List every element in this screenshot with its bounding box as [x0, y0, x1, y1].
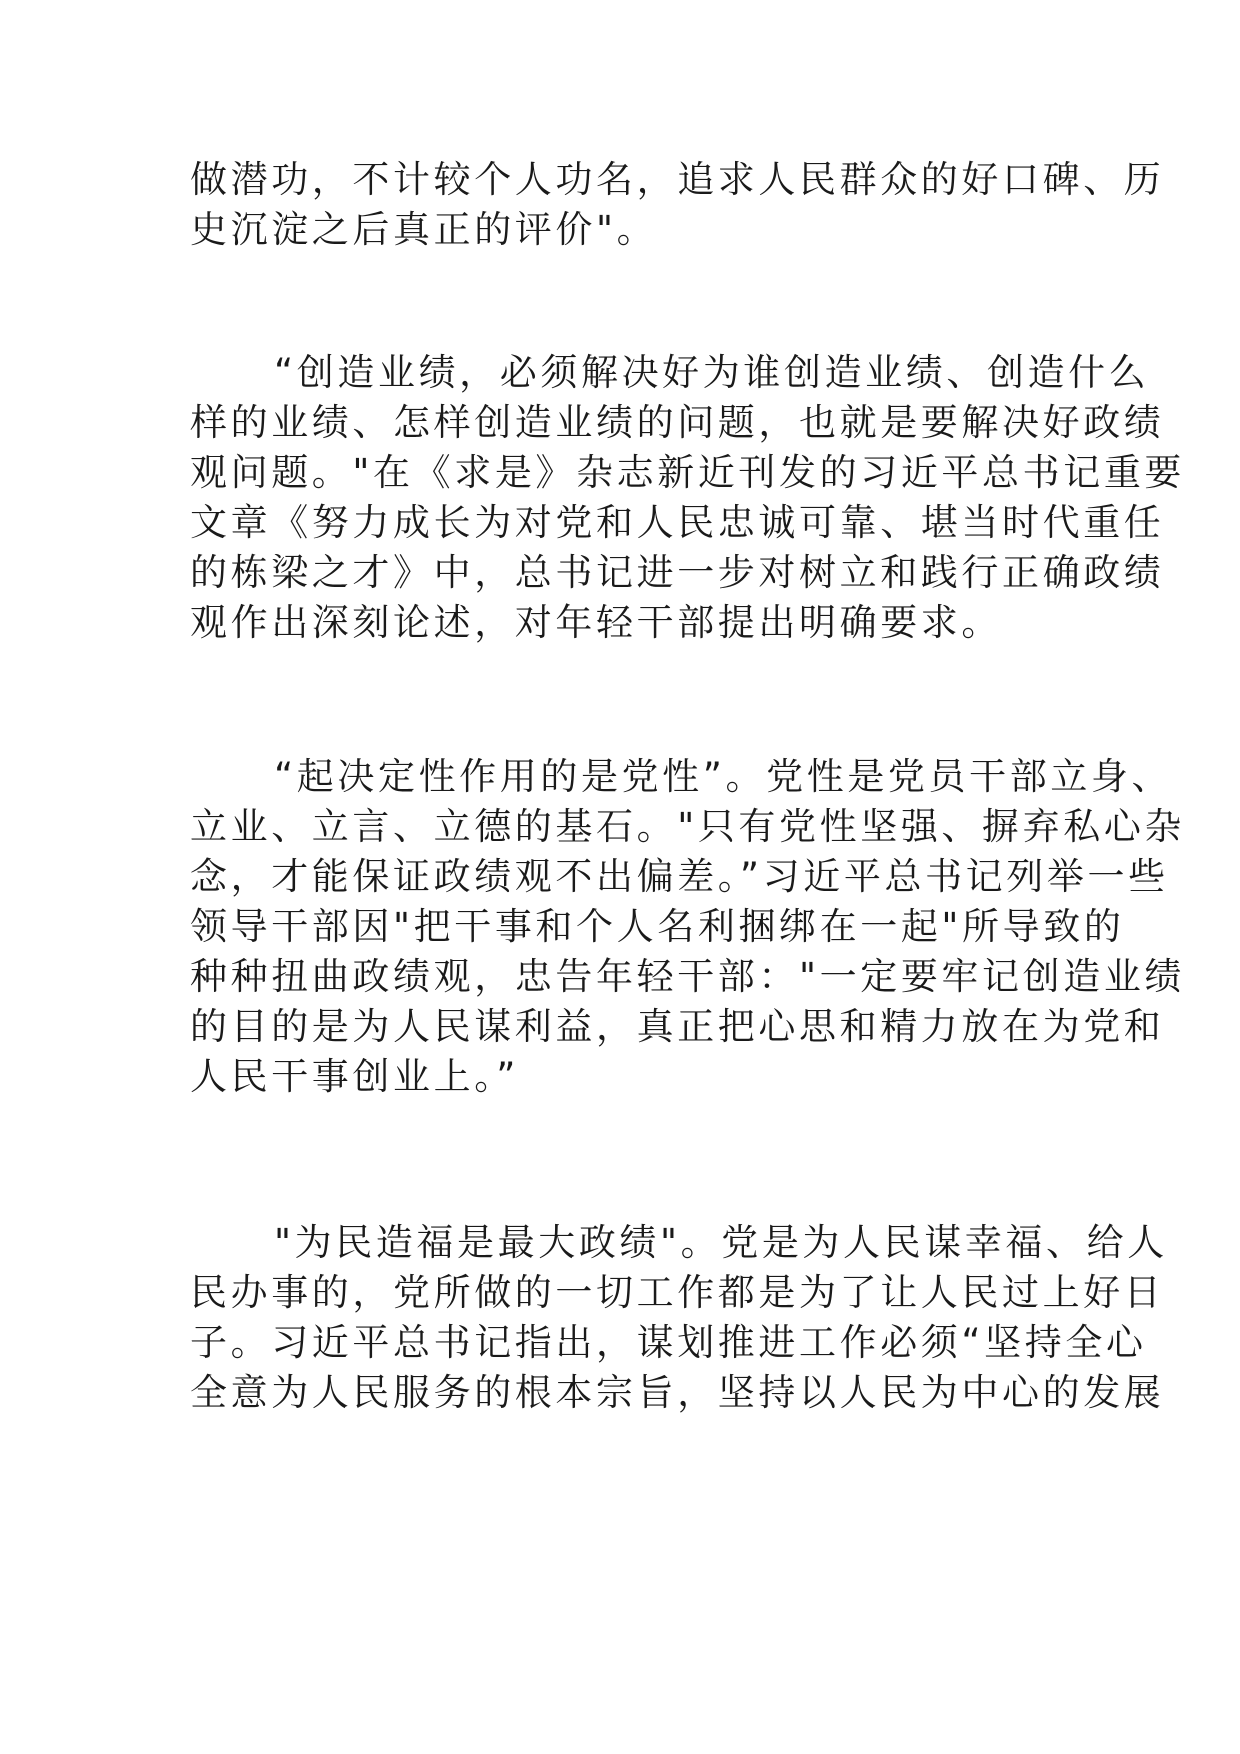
paragraph	[190, 752, 1186, 1102]
paragraph-line: 文章《努力成长为对党和人民忠诚可靠、堪当时代重任	[190, 501, 1165, 544]
paragraph-line: 全意为人民服务的根本宗旨，坚持以人民为中心的发展	[190, 1371, 1165, 1414]
paragraph-line: 领导干部因"把干事和个人名利捆绑在一起"所导致的	[190, 905, 1125, 948]
paragraph-line: 做潜功，不计较个人功名，追求人民群众的好口碑、历	[190, 158, 1165, 201]
paragraph-line: 人民干事创业上。”	[190, 1055, 520, 1098]
paragraph-line: 的目的是为人民谋利益，真正把心思和精力放在为党和	[190, 1005, 1165, 1048]
paragraph-line: 念，才能保证政绩观不出偏差。”习近平总书记列举一些	[190, 855, 1169, 898]
paragraph-line: 子。习近平总书记指出，谋划推进工作必须“坚持全心	[190, 1321, 1147, 1364]
paragraph-line: 种种扭曲政绩观，忠告年轻干部："一定要牢记创造业绩	[190, 955, 1186, 998]
paragraph-line: 观作出深刻论述，对年轻干部提出明确要求。	[190, 601, 1002, 644]
paragraph-line: 样的业绩、怎样创造业绩的问题，也就是要解决好政绩	[190, 401, 1165, 444]
paragraph	[190, 1218, 1168, 1418]
paragraph-continuation	[190, 155, 1165, 255]
paragraph-line: “创造业绩，必须解决好为谁创造业绩、创造什么	[274, 351, 1150, 394]
paragraph	[190, 348, 1186, 648]
paragraph-line: 史沉淀之后真正的评价"。	[190, 208, 658, 251]
paragraph-line: 民办事的，党所做的一切工作都是为了让人民过上好日	[190, 1271, 1165, 1314]
paragraph-line: 的栋梁之才》中，总书记进一步对树立和践行正确政绩	[190, 551, 1165, 594]
paragraph-line: 观问题。"在《求是》杂志新近刊发的习近平总书记重要	[190, 451, 1186, 494]
paragraph-line: 立业、立言、立德的基石。"只有党性坚强、摒弃私心杂	[190, 805, 1186, 848]
paragraph-line: "为民造福是最大政绩"。党是为人民谋幸福、给人	[274, 1221, 1168, 1264]
paragraph-line: “起决定性作用的是党性”。党性是党员干部立身、	[274, 755, 1173, 798]
